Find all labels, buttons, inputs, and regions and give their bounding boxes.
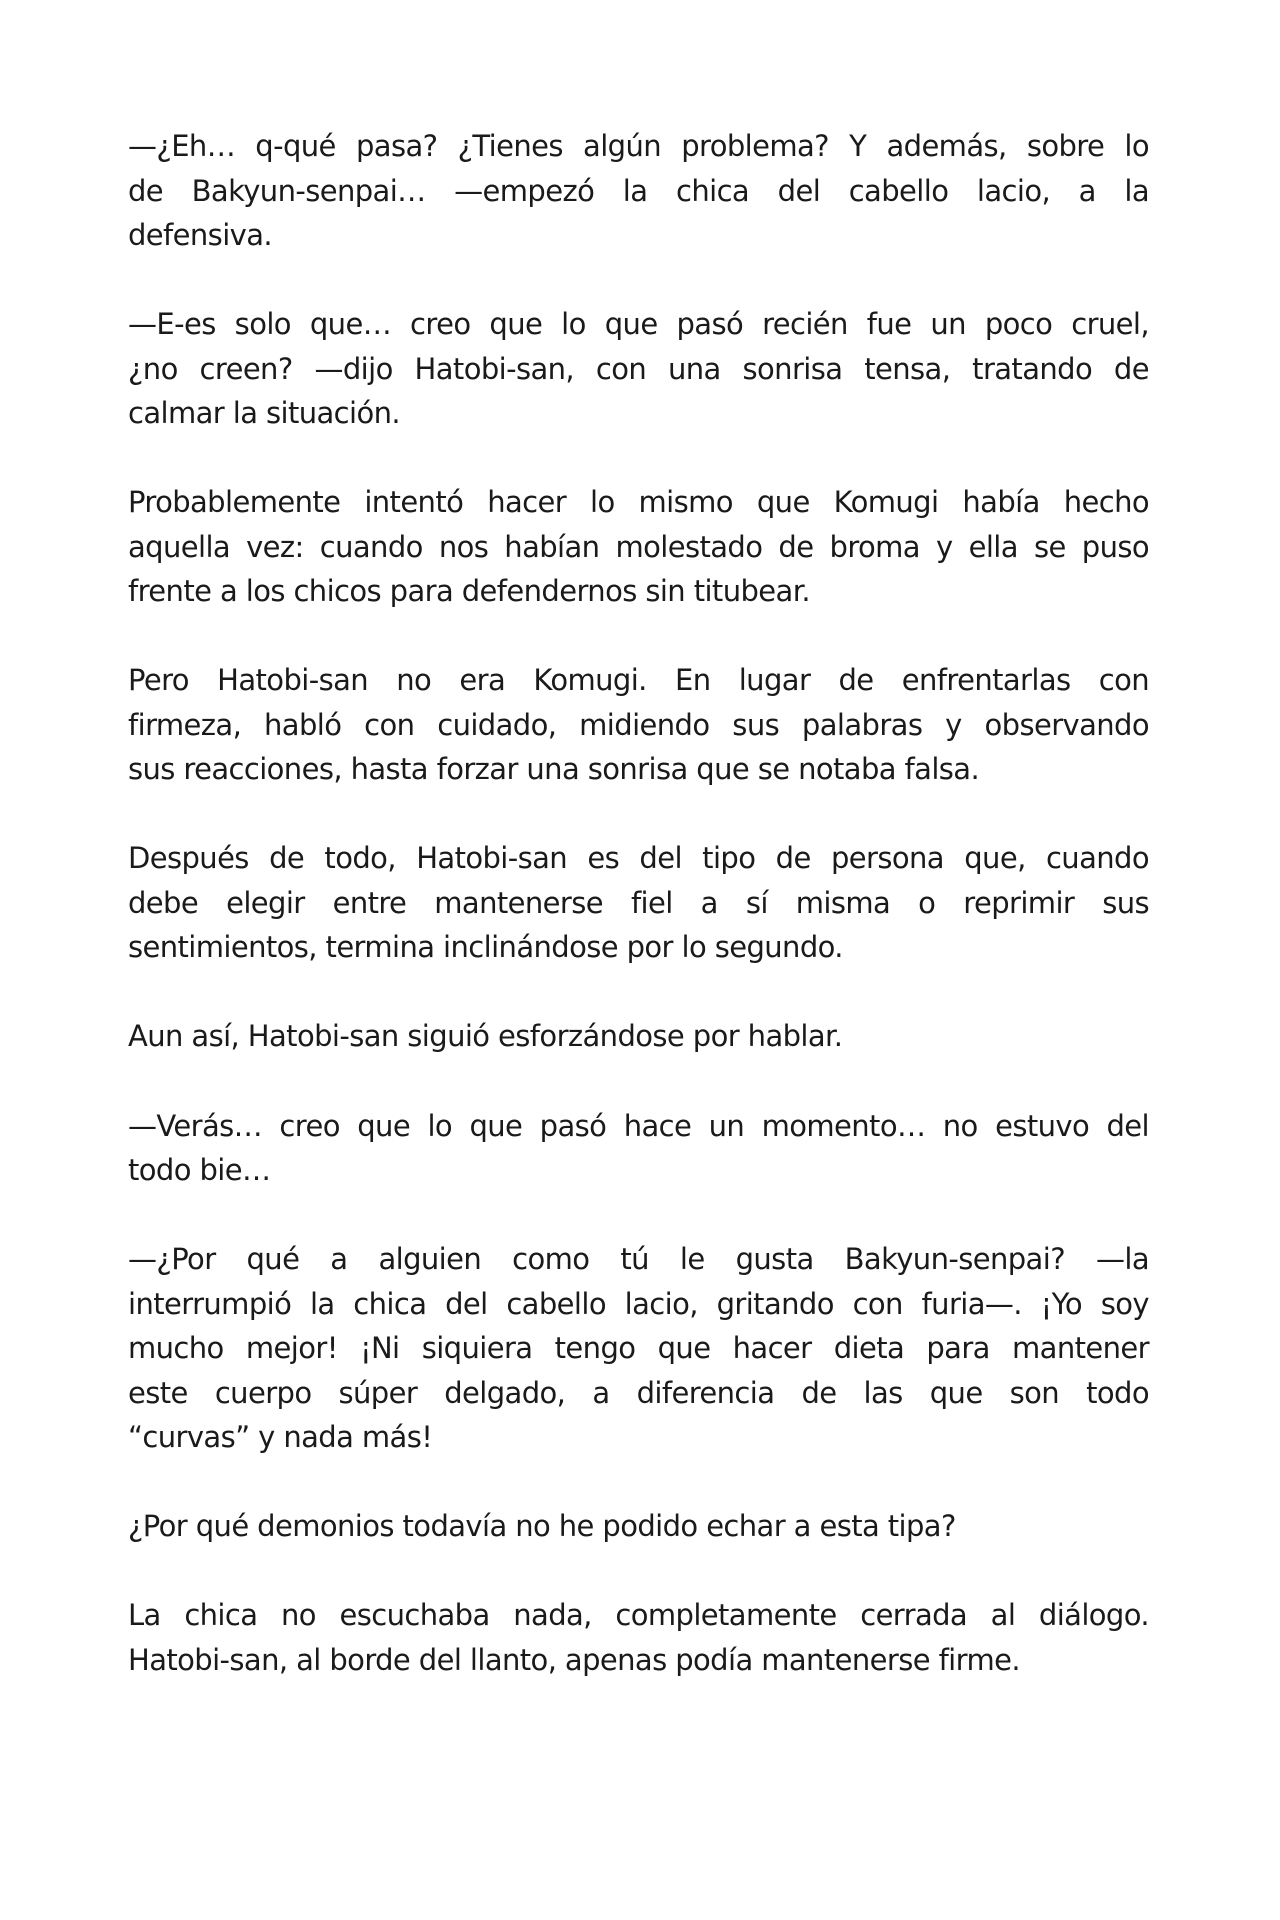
paragraph-10 [128, 1593, 1149, 1682]
text-line: La chica no escuchaba nada, completamente cerrada al diálogo. [128, 1598, 1149, 1633]
paragraph-7 [128, 1104, 1149, 1193]
text-line: todo bie… [128, 1153, 271, 1188]
text-line: debe elegir entre mantenerse fiel a sí misma o reprimir sus [128, 885, 1149, 920]
text-line: Hatobi-san, al borde del llanto, apenas podía mantenerse firme. [128, 1642, 1020, 1677]
text-line: Aun así, Hatobi-san siguió esforzándose por hablar. [128, 1019, 843, 1054]
paragraph-5 [128, 836, 1149, 970]
text-line: calmar la situación. [128, 396, 401, 431]
text-line: sentimientos, termina inclinándose por lo segundo. [128, 930, 843, 965]
text-line: frente a los chicos para defendernos sin titubear. [128, 574, 810, 609]
text-line: Después de todo, Hatobi-san es del tipo de persona que, cuando [128, 841, 1149, 876]
text-line: Probablemente intentó hacer lo mismo que Komugi había hecho [128, 485, 1149, 520]
paragraph-4 [128, 658, 1149, 792]
text-line: sus reacciones, hasta forzar una sonrisa que se notaba falsa. [128, 752, 980, 787]
document-page [128, 124, 1149, 1727]
text-line: “curvas” y nada más! [128, 1420, 433, 1455]
text-line: —Verás… creo que lo que pasó hace un momento… no estuvo del [128, 1108, 1149, 1143]
paragraph-8 [128, 1237, 1149, 1460]
text-line: de Bakyun-senpai… —empezó la chica del cabello lacio, a la [128, 173, 1149, 208]
paragraph-9 [128, 1504, 1149, 1549]
paragraph-6 [128, 1014, 1149, 1059]
text-line: —E-es solo que… creo que lo que pasó recién fue un poco cruel, [128, 307, 1149, 342]
text-line: ¿no creen? —dijo Hatobi-san, con una sonrisa tensa, tratando de [128, 351, 1149, 386]
paragraph-1 [128, 124, 1149, 258]
paragraph-3 [128, 480, 1149, 614]
text-line: —¿Por qué a alguien como tú le gusta Bakyun-senpai? —la [128, 1242, 1149, 1277]
text-line: Pero Hatobi-san no era Komugi. En lugar de enfrentarlas con [128, 663, 1149, 698]
text-line: defensiva. [128, 218, 272, 252]
text-line: aquella vez: cuando nos habían molestado de broma y ella se puso [128, 529, 1149, 564]
text-line: ¿Por qué demonios todavía no he podido echar a esta tipa? [128, 1509, 956, 1544]
text-line: mucho mejor! ¡Ni siquiera tengo que hacer dieta para mantener [128, 1331, 1149, 1366]
text-line: interrumpió la chica del cabello lacio, gritando con furia—. ¡Yo soy [128, 1286, 1149, 1321]
paragraph-2 [128, 302, 1149, 436]
text-line: firmeza, habló con cuidado, midiendo sus palabras y observando [128, 707, 1149, 742]
text-line: —¿Eh… q-qué pasa? ¿Tienes algún problema? Y además, sobre lo [128, 129, 1149, 163]
text-line: este cuerpo súper delgado, a diferencia de las que son todo [128, 1375, 1149, 1410]
